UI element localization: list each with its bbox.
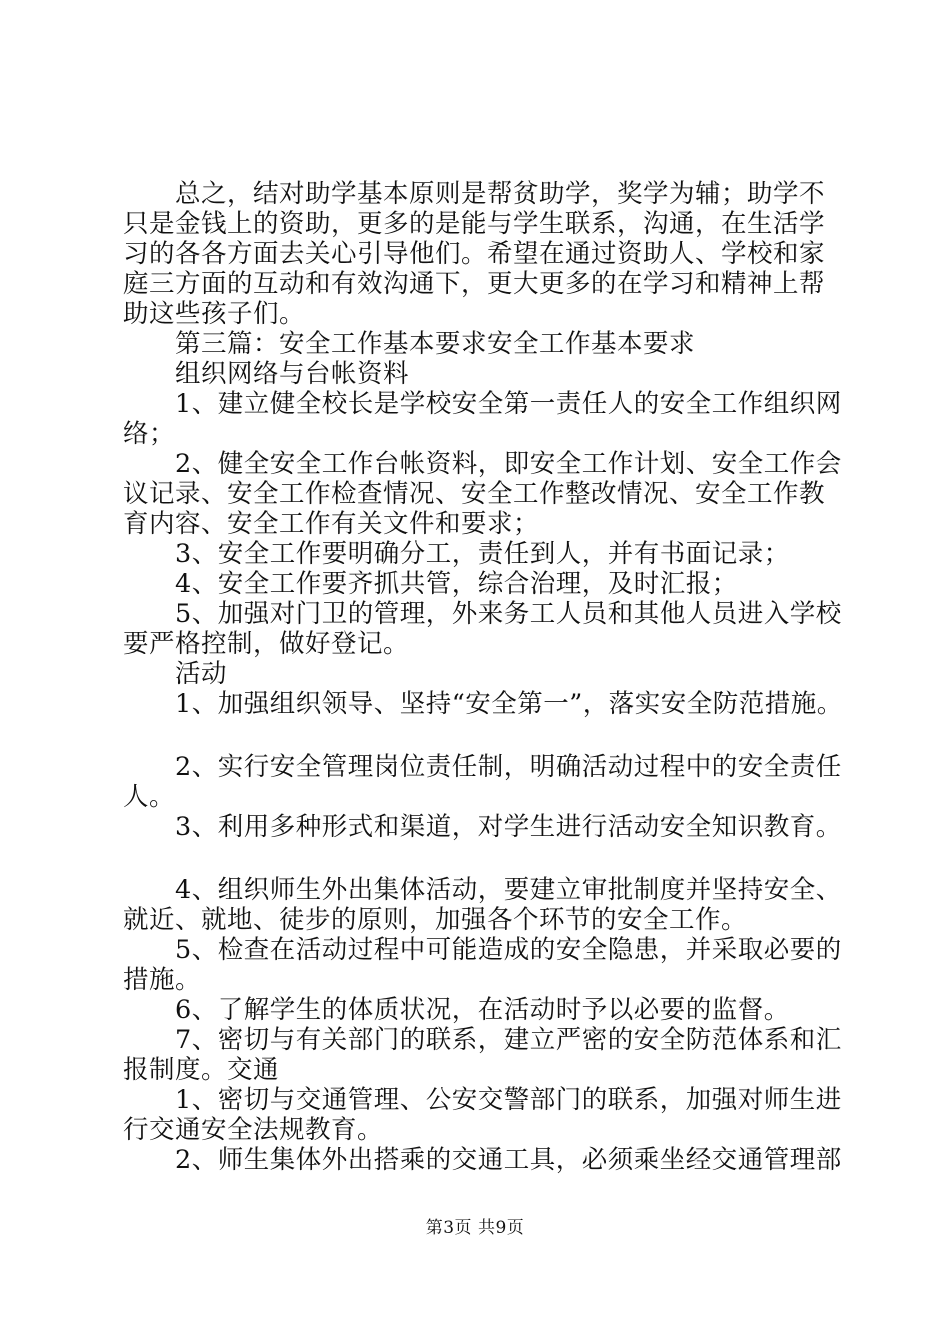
text-line: 络； [123, 419, 176, 449]
text-line: 6、了解学生的体质状况，在活动时予以必要的监督。 [123, 995, 790, 1025]
section-heading: 第三篇：安全工作基本要求安全工作基本要求 [123, 329, 696, 359]
text-line: 3、安全工作要明确分工，责任到人，并有书面记录； [123, 539, 790, 569]
text-line: 7、密切与有关部门的联系，建立严密的安全防范体系和汇 [123, 1025, 842, 1055]
text-line: 育内容、安全工作有关文件和要求； [123, 509, 540, 539]
text-line: 要严格控制，做好登记。 [123, 629, 410, 659]
text-line: 助这些孩子们。 [123, 299, 306, 329]
text-line: 庭三方面的互动和有效沟通下，更大更多的在学习和精神上帮 [123, 269, 826, 299]
text-line: 报制度。交通 [123, 1055, 280, 1085]
text-line: 2、健全安全工作台帐资料，即安全工作计划、安全工作会 [123, 449, 842, 479]
text-line: 1、密切与交通管理、公安交警部门的联系，加强对师生进 [123, 1085, 842, 1115]
subsection-heading: 组织网络与台帐资料 [123, 359, 410, 389]
text-line: 就近、就地、徒步的原则，加强各个环节的安全工作。 [123, 905, 748, 935]
text-line: 行交通安全法规教育。 [123, 1115, 384, 1145]
text-line: 习的各各方面去关心引导他们。希望在通过资助人、学校和家 [123, 239, 826, 269]
text-line: 4、安全工作要齐抓共管，综合治理，及时汇报； [123, 569, 738, 599]
text-line: 措施。 [123, 965, 202, 995]
text-line: 2、实行安全管理岗位责任制，明确活动过程中的安全责任 [123, 752, 842, 782]
text-line: 3、利用多种形式和渠道，对学生进行活动安全知识教育。 [123, 812, 842, 842]
subsection-heading: 活动 [123, 659, 228, 689]
text-line: 1、建立健全校长是学校安全第一责任人的安全工作组织网 [123, 389, 842, 419]
text-line: 人。 [123, 782, 176, 812]
text-line: 议记录、安全工作检查情况、安全工作整改情况、安全工作教 [123, 479, 826, 509]
text-line: 4、组织师生外出集体活动，要建立审批制度并坚持安全、 [123, 875, 842, 905]
page-number-footer: 第3页 共9页 [425, 1218, 525, 1238]
text-line: 总之，结对助学基本原则是帮贫助学，奖学为辅；助学不 [123, 179, 826, 209]
text-line: 5、加强对门卫的管理，外来务工人员和其他人员进入学校 [123, 599, 842, 629]
text-line: 5、检查在活动过程中可能造成的安全隐患，并采取必要的 [123, 935, 842, 965]
text-line: 1、加强组织领导、坚持“安全第一”，落实安全防范措施。 [123, 689, 843, 719]
text-line: 2、师生集体外出搭乘的交通工具，必须乘坐经交通管理部 [123, 1145, 842, 1175]
text-line: 只是金钱上的资助，更多的是能与学生联系，沟通，在生活学 [123, 209, 826, 239]
